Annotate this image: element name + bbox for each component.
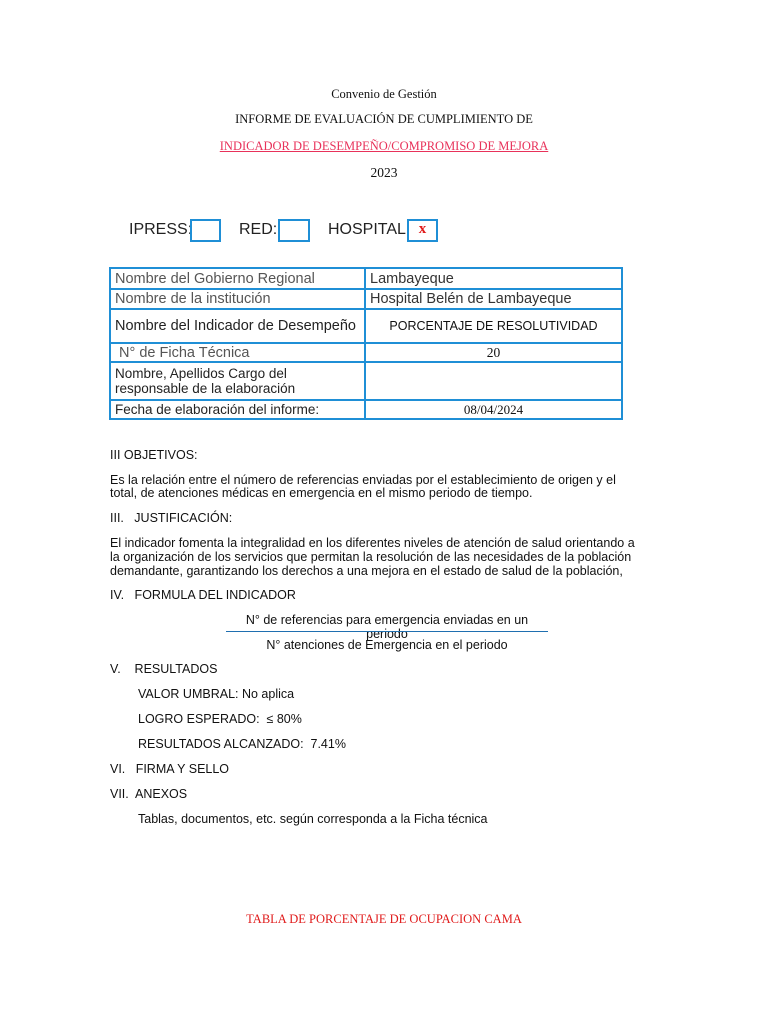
formula-title: IV. FORMULA DEL INDICADOR (110, 588, 296, 602)
red-label: RED: (239, 221, 278, 238)
table-cell-value: PORCENTAJE DE RESOLUTIVIDAD (365, 309, 622, 343)
table-cell-label: Nombre del Indicador de Desempeño (110, 309, 365, 343)
table-cell-value: 08/04/2024 (365, 400, 622, 419)
table-cell-label: Fecha de elaboración del informe: (110, 400, 365, 419)
formula-numerator: N° de referencias para emergencia enviadas en un periodo (245, 613, 529, 641)
table-cell-label: Nombre de la institución (110, 289, 365, 309)
footer-title: TABLA DE PORCENTAJE DE OCUPACION CAMA (246, 912, 522, 926)
hospital-checkbox[interactable] (407, 219, 438, 242)
table-row (110, 362, 622, 400)
table-cell-label: Nombre del Gobierno Regional (110, 268, 365, 289)
objetivos-text-line-2: total, de atenciones médicas en emergencia en el mismo periodo de tiempo. (110, 486, 533, 500)
objetivos-text-line-1: Es la relación entre el número de referencias enviadas por el establecimiento de origen y el (110, 473, 616, 487)
valor-umbral: VALOR UMBRAL: No aplica (138, 687, 295, 701)
table-row (110, 343, 622, 362)
table-row (110, 268, 622, 289)
table-cell-value: 20 (365, 343, 622, 362)
hospital-mark: x (418, 221, 427, 237)
header-line-2: INFORME DE EVALUACIÓN DE CUMPLIMIENTO DE (235, 112, 533, 126)
info-table (109, 267, 623, 420)
table-cell-value: Lambayeque (365, 268, 622, 289)
header-line-1: Convenio de Gestión (331, 87, 437, 101)
ipress-checkbox[interactable] (190, 219, 221, 242)
table-cell-value (365, 362, 622, 400)
resultados-alcanzado: RESULTADOS ALCANZADO: 7.41% (138, 737, 346, 751)
ipress-label: IPRESS: (129, 221, 193, 238)
justificacion-text-line-1: El indicador fomenta la integralidad en los diferentes niveles de atención de salud orientando a (110, 536, 635, 550)
hospital-label: HOSPITAL: (328, 221, 411, 238)
red-checkbox[interactable] (278, 219, 310, 242)
justificacion-text-line-3: demandante, garantizando los derechos a una mejora en el estado de salud de la población, (110, 564, 623, 578)
logro-esperado: LOGRO ESPERADO: ≤ 80% (138, 712, 302, 726)
formula-denominator: N° atenciones de Emergencia en el periodo (266, 638, 508, 652)
anexos-title: VII. ANEXOS (110, 787, 188, 801)
table-cell-value: Hospital Belén de Lambayeque (365, 289, 622, 309)
resultados-title: V. RESULTADOS (110, 662, 218, 676)
table-cell-label: Nombre, Apellidos Cargo del responsable de la elaboración (110, 362, 365, 400)
table-cell-label: N° de Ficha Técnica (110, 343, 365, 362)
header-year: 2023 (370, 165, 398, 180)
firma-title: VI. FIRMA Y SELLO (110, 762, 230, 776)
anexos-text: Tablas, documentos, etc. según corresponda a la Ficha técnica (138, 812, 488, 826)
objetivos-title: III OBJETIVOS: (110, 448, 198, 462)
justificacion-title: III. JUSTIFICACIÓN: (110, 511, 233, 525)
table-row (110, 289, 622, 309)
justificacion-text-line-2: la organización de los servicios que permitan la resolución de las necesidades de la población (110, 550, 632, 564)
header-line-3: INDICADOR DE DESEMPEÑO/COMPROMISO DE MEJORA (219, 139, 549, 153)
table-row (110, 400, 622, 419)
table-row (110, 309, 622, 343)
formula-fraction-line (226, 631, 548, 632)
